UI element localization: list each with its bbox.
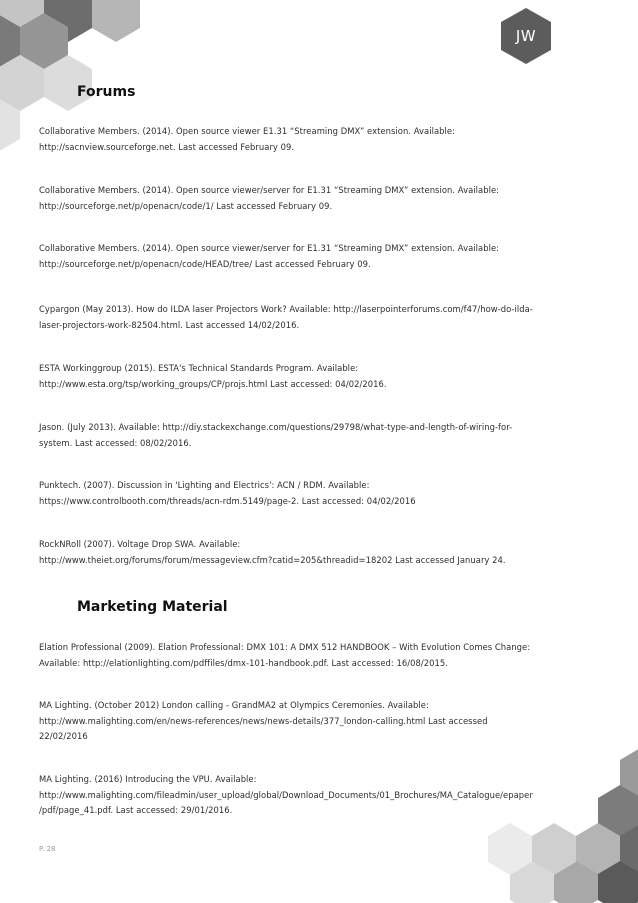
logo	[497, 7, 555, 65]
reference-entry	[39, 537, 609, 568]
hexagon-pattern-bottom-right	[488, 745, 638, 903]
reference-line: https://www.controlbooth.com/threads/acn-rdm.5149/page-2. Last accessed: 04/02/2016	[39, 495, 416, 506]
page-number: P. 28	[39, 845, 56, 853]
reference-entry	[39, 478, 609, 509]
reference-line: http://sourceforge.net/p/openacn/code/1/ Last accessed February 09.	[39, 200, 333, 211]
section-heading-forums: Forums	[77, 84, 136, 100]
reference-line: 22/02/2016	[39, 731, 88, 741]
reference-line: Cypargon (May 2013). How do ILDA laser Projectors Work? Available: http://laserpointerforums.com/f47/how-do-ilda-	[39, 304, 533, 314]
reference-entry	[39, 640, 609, 671]
reference-line: http://www.theiet.org/forums/forum/messageview.cfm?catid=205&threadid=18202 Last accessed January 24.	[39, 554, 506, 565]
reference-entry	[39, 361, 609, 392]
reference-entry	[39, 420, 609, 451]
reference-entry	[39, 124, 609, 155]
reference-line: MA Lighting. (2016) Introducing the VPU. Available:	[39, 774, 257, 784]
reference-entry	[39, 698, 609, 745]
reference-line: /pdf/page_41.pdf. Last accessed: 29/01/2016.	[39, 805, 233, 815]
reference-line: Collaborative Members. (2014). Open source viewer/server for E1.31 “Streaming DMX” extension. Available:	[39, 185, 500, 195]
reference-line: http://www.malighting.com/en/news-references/news/news-details/377_london-calling.html Last accessed	[39, 715, 488, 726]
reference-line: http://sacnview.sourceforge.net. Last accessed February 09.	[39, 141, 295, 152]
reference-line: http://sourceforge.net/p/openacn/code/HEAD/tree/ Last accessed February 09.	[39, 258, 371, 269]
section-heading-marketing-material: Marketing Material	[77, 599, 228, 615]
reference-line: Jason. (July 2013). Available: http://diy.stackexchange.com/questions/29798/what-type-and-length-of-wiring-for-	[39, 422, 513, 432]
reference-line: Punktech. (2007). Discussion in 'Lighting and Electrics': ACN / RDM. Available:	[39, 480, 370, 490]
hexagon-shape	[92, 0, 140, 42]
reference-line: Available: http://elationlighting.com/pdffiles/dmx-101-handbook.pdf. Last accessed: 16/08/2015.	[39, 657, 448, 668]
logo-text: JW	[515, 27, 537, 45]
reference-entry	[39, 241, 609, 272]
reference-line: Collaborative Members. (2014). Open source viewer E1.31 “Streaming DMX” extension. Available:	[39, 126, 455, 136]
reference-line: laser-projectors-work-82504.html. Last accessed 14/02/2016.	[39, 319, 300, 330]
reference-line: ESTA Workinggroup (2015). ESTA's Technical Standards Program. Available:	[39, 363, 359, 373]
reference-line: http://www.esta.org/tsp/working_groups/CP/projs.html Last accessed: 04/02/2016.	[39, 378, 387, 389]
reference-line: Elation Professional (2009). Elation Professional: DMX 101: A DMX 512 HANDBOOK – With Evolution Comes Change:	[39, 642, 531, 652]
reference-line: MA Lighting. (October 2012) London calling - GrandMA2 at Olympics Ceremonies. Available:	[39, 700, 429, 710]
reference-entry	[39, 183, 609, 214]
reference-entry	[39, 302, 609, 333]
reference-line: system. Last accessed: 08/02/2016.	[39, 437, 192, 448]
reference-line: http://www.malighting.com/fileadmin/user_upload/global/Download_Documents/01_Brochures/MA_Catalogue/epaper	[39, 789, 533, 800]
reference-line: Collaborative Members. (2014). Open source viewer/server for E1.31 “Streaming DMX” extension. Available:	[39, 243, 500, 253]
reference-entry	[39, 772, 609, 819]
reference-line: RockNRoll (2007). Voltage Drop SWA. Available:	[39, 539, 241, 549]
